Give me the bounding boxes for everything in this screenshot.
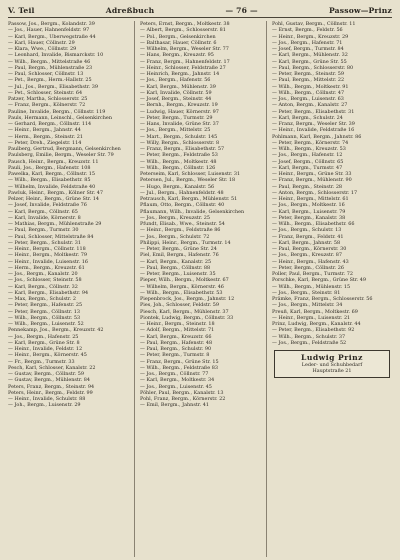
directory-entry: — Leonhard, Invalide, Bismarckstr. 10 [8, 52, 104, 59]
directory-entry: — Jos., Bergm., Mittelstr. 25 [140, 127, 211, 134]
directory-entry: Paulberg, Gertrud, Bergmann, Gelsenkirchen [8, 146, 121, 152]
directory-entry: — Karl, Bergm., Grüne Str. 55 [272, 58, 347, 65]
column-1 [8, 21, 128, 557]
directory-entry: — Karl, Bergm., Kanalstr. 25 [140, 258, 212, 265]
directory-entry: — Wilh., Bergm., Moltkestr. 48 [140, 158, 217, 165]
directory-entry: Passow, Jos., Bergm., Kolandstr. 39 [8, 21, 95, 27]
directory-entry: — Peter, Bergm., Elisabethstr. 31 [272, 108, 355, 115]
directory-entry: — Jos., Bergm., Luisenstr. 63 [272, 96, 344, 102]
directory-entry: — Klara, Wwe., Cöllnstr. 29 [8, 46, 77, 52]
directory-entry: Pauline, Invalide, Bergm., Cöllnstr. 119 [8, 108, 106, 115]
directory-entry: — Karl, Hauer, Cöllnstr. 29 [8, 39, 75, 46]
advertisement-line: Hauptstraße 21 [312, 368, 352, 374]
directory-entry: — Heinr., Bergm., Luisenstr. 21 [272, 314, 351, 321]
directory-entry: — Jos., Schlosser, Steinstr. 58 [8, 277, 82, 284]
directory-entry: — Heinr., Bergm., Grüne Str. 33 [272, 171, 352, 177]
directory-entry: — Josef, Bergm., Cöllnstr. 65 [272, 158, 344, 165]
entry-columns [8, 21, 392, 557]
directory-entry: — Wilh., Bergm., Luisenstr. 52 [8, 321, 84, 327]
directory-entry: — Franz, Bergm., Mühlenstr. 90 [272, 177, 352, 184]
directory-entry: Pesch, Karl, Schlosser, Kanalstr. 22 [8, 364, 96, 371]
directory-entry: — Peter, Bergm., Hafenstr. 25 [8, 302, 83, 309]
directory-entry: — Wilh., Bergm., Cöllnstr. 53 [8, 314, 81, 321]
directory-entry: Petersen, Jul., Bergm., Weseler Str. 18 [140, 177, 236, 184]
directory-entry: — Albert, Bergm., Schlosserstr. 81 [140, 27, 226, 34]
directory-entry: Piel, Emil, Bergm., Hafenstr. 76 [140, 252, 219, 259]
directory-entry: — Joh., Bergm., Luisenstr. 29 [8, 402, 81, 409]
directory-entry: — Franz, Bergm., Weseler Str. 39 [272, 121, 355, 127]
directory-entry: — Jos., Bergm., Hafenstr. 56 [140, 77, 211, 84]
directory-entry: — Heinr., Bergm., Feldstraße 86 [140, 227, 221, 234]
directory-entry: — Paul, Bergm., Cöllnstr. 88 [140, 264, 211, 271]
directory-entry: Pawelka, Karl, Bergm., Cöllnstr. 15 [8, 171, 96, 177]
directory-entry: — Jos., Bergm., Hafenstr. 71 [272, 39, 343, 46]
directory-entry: Piesch, Karl, Bergm., Mühlenstr. 37 [140, 308, 229, 315]
directory-entry: — Jos., Bergm., Steinstr. 81 [272, 289, 341, 296]
advertisement-line: Leder- und Schuhbedarf [301, 362, 363, 368]
directory-entry: — Jos., Bergm., Kreuzstr. 87 [272, 252, 343, 259]
directory-entry: Pflaum, Otto, Bergm., Cöllnstr. 40 [140, 202, 225, 209]
directory-entry: Peterseim, Karl, Schlosser, Luisenstr. 31 [140, 171, 241, 177]
directory-entry: Poller, Paul, Bergm., Turmstr. 72 [272, 271, 354, 277]
directory-entry: — Josef, Invalide, Feldstraße 76 [8, 202, 87, 209]
directory-entry: Prinz, Ludwig, Bergm., Kanalstr. 44 [272, 321, 361, 327]
directory-entry: — Paul, Bergm., Hafenstr. 48 [140, 339, 213, 346]
directory-entry: — Jos., Bergm., Hafenstr. 12 [272, 152, 343, 159]
directory-entry: — Jos., Bergm., Mittelstr. 34 [272, 302, 343, 309]
advertisement-title: Ludwig Prinz [301, 353, 363, 362]
directory-entry: Preuß, Karl, Bergm., Moltkestr. 69 [272, 308, 358, 315]
directory-entry: — Jos., Bergm., Luisenstr. 45 [140, 383, 212, 390]
directory-entry: — Peter, Bergm., Schulstr. 31 [8, 239, 81, 246]
directory-entry: Pennekamp, Jos., Bergm., Kreuzstr. 42 [8, 327, 104, 334]
directory-entry: Philippi, Heinr., Bergm., Turmstr. 14 [140, 239, 231, 246]
directory-entry: Pelzer, Heinr., Bergm., Grüne Str. 14 [8, 196, 99, 202]
directory-entry: — Franz, Bergm., Elisabethstr. 57 [140, 146, 225, 152]
directory-entry: — Karl, Bergm., Schulstr. 24 [272, 114, 343, 121]
directory-entry: — Hans, Invalide, Grüne Str. 37 [140, 121, 219, 127]
directory-entry: — Heinr., Invalide, Luisenstr. 16 [8, 258, 88, 265]
directory-entry: — Paul, Schlosser, Cöllnstr. 13 [8, 71, 84, 77]
directory-entry: — Jos., Bergm., Hafenstr. 25 [8, 333, 79, 340]
directory-entry: Pflaumann, Wilh., Invalide, Gelsenkirchen [140, 208, 245, 215]
directory-entry: — Karl, Invalide, Cöllnstr. 59 [140, 89, 212, 96]
directory-entry: — Karl, Bergm., Jahnstr. 58 [272, 239, 341, 246]
directory-entry: — Wilh., Bergm., Cöllnstr. 47 [272, 89, 345, 96]
directory-entry: — Josef, Bergm., Steinstr. 44 [140, 96, 212, 102]
directory-entry: — Ernst, Bergm., Feldstr. 56 [272, 27, 343, 34]
directory-entry: Porschke, Karl, Bergm., Grüne Str. 49 [272, 277, 367, 284]
directory-entry: — Karl, Bergm., Luisenstr. 79 [272, 208, 346, 215]
directory-entry: — Karl, Invalide, Körnerstr. 8 [8, 214, 81, 221]
directory-entry: — Jos., Bergm., Moltkestr. 16 [272, 202, 345, 209]
directory-entry: — Pet., Schlosser, Steinstr. 64 [8, 89, 83, 96]
advertisement-box [274, 350, 390, 378]
directory-entry: — Peter, Bergm., Elisabethstr. 92 [272, 327, 355, 334]
directory-entry: — Wilh., Bergm., Elisabethstr. 66 [272, 221, 355, 227]
header-page-number: — 76 — [225, 6, 258, 15]
header-book-title: Adreßbuch [105, 6, 155, 15]
directory-entry: — Fr., Bergm., Turmstr. 33 [8, 358, 75, 365]
directory-entry: — Josef, Bergm., Turmstr. 84 [272, 46, 344, 52]
directory-entry: — Franz, Bergm., Grüne Str. 15 [140, 358, 219, 365]
directory-entry: — Ludwig, Hauer, Körnerstr. 97 [140, 108, 219, 115]
directory-entry: — Mart., Bergm., Schulstr. 145 [140, 133, 218, 140]
directory-entry: Piepenbrock, Jos., Bergm., Jahnstr. 12 [140, 296, 235, 302]
directory-entry: — Peter, Bergm., Körnerstr. 74 [272, 139, 349, 146]
directory-entry: — Balthasar, Hauer, Cöllnstr. 6 [140, 39, 217, 46]
directory-entry: — Karl, Bergm., Mühlenstr. 32 [272, 52, 348, 59]
directory-entry: — Wilh., Bergm., Cöllnstr. 126 [140, 164, 216, 171]
header-part-label: V. Teil [8, 6, 35, 15]
directory-entry: — Peter, Bergm., Grüne Str. 24 [140, 246, 217, 252]
directory-entry: — Gustav, Bergm., Mühlenstr. 84 [8, 377, 90, 384]
directory-entry: — Peter, Bergm., Turmstr. 29 [140, 114, 213, 121]
directory-entry: — Paul, Bergm., Mühlenstraße 23 [8, 64, 93, 71]
directory-entry: — Gerhard, Bergm., Cöllnstr. 114 [8, 121, 92, 127]
directory-entry: — Karl, Bergm., Elisabethstr. 94 [8, 289, 89, 296]
directory-entry: — Heinr., Bergm., Moltkestr. 79 [8, 252, 87, 259]
directory-entry: — Karl, Bergm., Turmstr. 47 [272, 164, 343, 171]
directory-entry: — Franz, Bergm., Kölnerstr. 72 [8, 102, 86, 109]
directory-entry: — Wilh., Bergm., Feldstraße 83 [140, 364, 218, 371]
directory-entry: — Heinr., Schlosser, Feldstraße 27 [140, 64, 226, 71]
directory-entry: Pohl, Gustav, Bergm., Cöllnstr. 11 [272, 21, 356, 27]
directory-entry: — Hans, Bergm., Kreuzstr. 95 [140, 52, 214, 59]
directory-entry: — Franz, Bergm., Hahnenfeldstr. 17 [140, 58, 230, 65]
directory-entry: — Wilh., Bergm., Mühlenstr. 15 [272, 283, 351, 290]
directory-entry: — Karl, Bergm., Mühlenstr. 39 [140, 83, 216, 90]
directory-entry: — Bernh., Bergm., Kreuzstr. 19 [140, 102, 218, 109]
directory-entry: — Heinr., Bergm., Hafenstr. 43 [272, 258, 349, 265]
directory-entry: — Wilh., Bergm., Mittelstraße 46 [8, 58, 91, 65]
directory-entry: — Adolf, Bergm., Mittelstr. 71 [140, 327, 215, 334]
directory-entry: — Heinr., Bergm., Steinstr. 18 [140, 321, 215, 327]
directory-entry: — Max, Bergm., Schulstr. 2 [8, 296, 76, 302]
directory-entry: — Pol., Bergm., Gelsenkirchen [140, 33, 216, 40]
directory-entry: — Karl, Bergm., Überwegstraße 44 [8, 33, 96, 40]
directory-entry: — Peter, Bergm., Cöllnstr. 26 [272, 264, 345, 271]
directory-entry: — Karl, Bergm., Moltkestr. 34 [140, 377, 215, 384]
directory-entry: — Jul., Bergm., Hahnenfeldstr. 48 [140, 189, 224, 196]
directory-entry: — Jos., Bergm., Schulstr. 72 [140, 233, 210, 240]
directory-entry: Pöhler, Paul, Bergm., Kanalstr. 13 [140, 389, 224, 396]
directory-entry: Prämke, Franz, Bergm., Schlosserstr. 56 [272, 296, 373, 302]
directory-entry: — Peter, Dreh., Ziegelstr. 114 [8, 139, 82, 146]
directory-entry: Pawluk, Heinr., Bergm., Kölner Str. 47 [8, 189, 103, 196]
directory-entry: — Heinr., Bergm., Cöllnstr. 118 [8, 246, 86, 252]
directory-entry: — Heinr., Bergm., Kreuzstr. 29 [272, 33, 349, 40]
directory-entry: — Wilhelm, Bergm., Weseler Str. 77 [140, 46, 229, 52]
directory-entry: — Anton, Bergm., Kanalstr. 27 [272, 102, 348, 109]
directory-entry: — Wilh., Bergm., Moltkestr. 91 [272, 83, 349, 90]
header-name-range: Passow—Prinz [328, 6, 392, 15]
directory-entry: — Heinr., Invalide, Feldstraße 16 [272, 127, 355, 134]
directory-entry: — Heinr., Bergm., Jahnstr. 44 [8, 127, 81, 134]
directory-entry: — Wilh., Bergm., Kreuzstr. 53 [272, 146, 346, 152]
column-3 [266, 21, 392, 557]
directory-entry: — Peter, Bergm., Luisenstr. 35 [140, 271, 216, 277]
directory-entry: — Jos., Hauer, Hahnenfeldstr. 97 [8, 27, 90, 34]
directory-entry: — Anton, Bergm., Schlosserstr. 17 [272, 189, 358, 196]
directory-entry: Pausch, Heinr., Bergm., Kreuzstr. 11 [8, 158, 99, 165]
directory-entry: — Jos., Bergm., Kreuzstr. 25 [140, 214, 211, 221]
directory-entry: — Franz, Bergm., Feldstr. 41 [272, 233, 344, 240]
directory-entry: — Paul, Bergm., Steinstr. 28 [272, 183, 343, 190]
directory-entry: — Karl, Bergm., Cöllnstr. 32 [8, 283, 78, 290]
directory-entry: — Karl, Bergm., Cöllnstr. 65 [8, 208, 78, 215]
directory-entry: Pauli, Jos., Bergm., Hafenstr. 108 [8, 164, 91, 171]
directory-entry: — Mathias, Bergm., Mühlenstraße 29 [8, 221, 102, 227]
directory-entry: — Heinrich, Bergm., Jahnstr. 14 [140, 71, 220, 77]
directory-entry: — Jos., Bergm., Schulstr. 13 [272, 227, 342, 234]
directory-entry: Peters, Franz, Bergm., Steinstr. 94 [8, 383, 95, 390]
directory-entry: — Paul, Bergm., Körnerstr. 30 [272, 246, 347, 252]
directory-entry: — Wilh., Bergm., Elisabethstr. 53 [140, 289, 223, 296]
directory-entry: — Willy, Bergm., Schlosserstr. 8 [140, 139, 220, 146]
directory-entry: — Peter, Bergm., Feldstraße 53 [140, 152, 218, 159]
directory-entry: — Heinr., Invalide, Schulstr. 88 [8, 396, 86, 402]
column-2 [134, 21, 260, 557]
directory-entry: — Peter, Bergm., Steinstr. 59 [272, 71, 344, 77]
directory-entry: — Peter, Bergm., Kanalstr. 38 [272, 214, 346, 221]
directory-entry: — Wilh., Bergm., Elisabethstr. 85 [8, 177, 91, 184]
directory-entry: Pauls, Hermann, Leinschl., Gelsenkirchen [8, 114, 112, 121]
directory-entry: — Heinr., Bergm., Körnerstr. 45 [8, 352, 87, 359]
directory-entry: — Heinr., Bergm., Mittelstr. 61 [272, 196, 349, 202]
directory-entry: — Paul, Bergm., Mittelstr. 22 [272, 77, 345, 84]
directory-entry: Paulsberg, Emilie, Bergm., Weseler Str. 79 [8, 152, 114, 159]
directory-entry: — Jos., Bergm., Feldstraße 52 [272, 339, 347, 346]
directory-entry: — Peter, Bergm., Turmstr. 8 [140, 352, 210, 359]
directory-entry: — Karl, Bergm., Kreuzstr. 66 [140, 333, 212, 340]
directory-entry: — Peter, Bergm., Cöllnstr. 13 [8, 308, 81, 315]
directory-entry: — Herm., Bergm., Steinstr. 21 [8, 133, 84, 140]
directory-entry: — Karl, Bergm., Grüne Str. 8 [8, 339, 80, 346]
directory-entry: — Emil, Bergm., Jahnstr. 41 [140, 402, 209, 409]
directory-entry: Pfundt, Elisab., Wwe., Steinstr. 54 [140, 221, 225, 227]
directory-entry: — Heinr., Invalide, Feldstr. 12 [8, 346, 83, 352]
page-header [8, 6, 392, 18]
directory-entry: Peters, Ernst, Bergm., Moltkestr. 38 [140, 21, 230, 27]
directory-entry: Patzer, Martha, Schlosserstr. 25 [8, 96, 88, 102]
directory-entry: — Jul., Jos., Bergm., Elisabethstr. 39 [8, 83, 98, 90]
directory-entry: Pohl, Franz, Bergm., Körnerstr. 22 [140, 396, 226, 402]
directory-entry: Piontek, Ludwig, Bergm., Cöllnstr. 33 [140, 314, 234, 321]
directory-entry: Pohlmann, Karl, Bergm., Jahnstr. 86 [272, 133, 362, 140]
directory-entry: — Wilh., Bergm., Schulstr. 37 [272, 333, 346, 340]
directory-entry: — Pet., Bergm., Herm.-Hallstr. 25 [8, 77, 92, 84]
directory-entry: — Wilhelm, Bergm., Körnerstr. 46 [140, 283, 224, 290]
directory-entry: Petrausch, Karl, Bergm., Mühlenstr. 51 [140, 196, 238, 202]
directory-entry: — Paul, Schlosser, Mittelstraße 84 [8, 233, 94, 240]
directory-entry: — Jos., Bergm., Cöllnstr. 77 [140, 371, 209, 377]
directory-entry: — Paul, Bergm., Turmstr. 30 [8, 227, 79, 234]
directory-entry: — Hugo, Bergm., Kanalstr. 56 [140, 183, 215, 190]
directory-entry: — Herm., Bergm., Kreuzstr. 61 [8, 264, 85, 271]
directory-entry: — Wilhelm, Invalide, Feldstraße 40 [8, 183, 96, 190]
directory-entry: — Paul, Bergm., Schlosserstr. 80 [272, 64, 354, 71]
directory-entry: — Gustav, Bergm., Cöllnstr. 59 [8, 371, 85, 377]
column-3-entries [272, 21, 392, 346]
directory-entry: Pies, Joh., Schlosser, Feldstr. 59 [140, 302, 219, 309]
directory-entry: Pieper, Wilh., Bergm., Moltkestr. 67 [140, 277, 229, 284]
directory-entry: — Jos., Bergm., Kanalstr. 20 [8, 271, 78, 277]
directory-entry: Peters, Heinr., Bergm., Feldstr. 99 [8, 389, 93, 396]
directory-entry: — Paul, Bergm., Schulstr. 90 [140, 346, 212, 352]
